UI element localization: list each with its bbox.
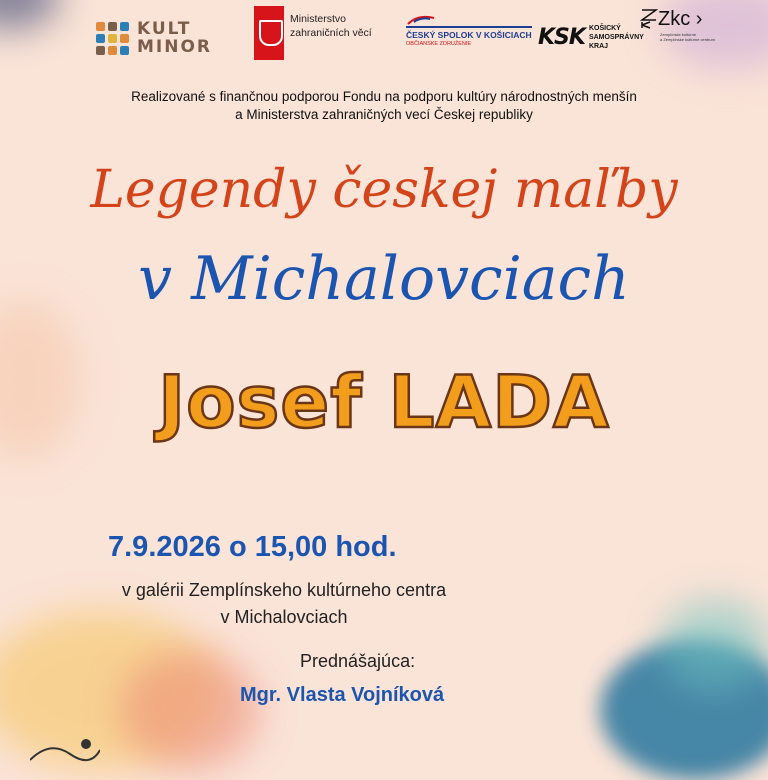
lecturer-name: Mgr. Vlasta Vojníková [240,684,445,706]
event-datetime: 7.9.2026 o 15,00 hod. [108,531,397,563]
bird-icon [406,14,436,26]
artist-name: Josef LADA [158,360,610,444]
ksk-line1: KOŠICKÝ [588,25,621,32]
kult-minor-icon [96,22,129,55]
lecturer-label: Prednášajúca: [300,651,416,671]
kult-minor-line1: KULT [137,19,192,39]
zkc-mark: Zkc › [658,8,703,30]
ksk-mark: KSK [538,25,585,50]
partner-logos [0,0,768,80]
kult-minor-logo [96,20,212,56]
ksk-logo [538,24,644,51]
ksk-line2: SAMOSPRÁVNY [588,34,644,41]
funding-note-line1: Realizované s finančnou podporou Fondu na podporu kultúry národnostných menšín [131,89,637,104]
spolok-sub: OBČIANSKE ZDRUŽENIE [406,41,472,47]
zkc-sub2: a Zemplínske kultúrne centrum [660,37,715,42]
funding-note [40,88,728,124]
funding-note-line2: a Ministerstva zahraničných vecí Českej republiky [235,107,533,122]
venue-line2: v Michalovciach [220,607,348,627]
sketch-decoration-icon [30,730,100,768]
zkc-sub1: Zemplínske kultúrne [660,32,697,37]
zkc-symbol-icon [640,8,658,30]
watercolor-blob-bottom-right-2 [660,600,768,690]
mzv-line2: zahraničních věcí [290,27,372,39]
title-line1: Legendy českej maľby [90,160,678,220]
venue-line1: v galérii Zemplínskeho kultúrneho centra [121,580,447,600]
spolok-name: ČESKÝ SPOLOK V KOŠICIACH [406,26,532,40]
kult-minor-line2: MINOR [137,37,213,57]
zkc-logo [640,8,715,42]
ksk-line3: KRAJ [588,43,609,50]
event-venue [60,577,508,631]
mzv-logo [254,6,372,60]
spolok-logo [406,14,532,47]
title-line2: v Michalovciach [138,244,630,314]
mzv-line1: Ministerstvo [290,13,347,25]
czech-lion-icon [254,6,284,60]
watercolor-blob-bottom-left-2 [120,650,260,770]
